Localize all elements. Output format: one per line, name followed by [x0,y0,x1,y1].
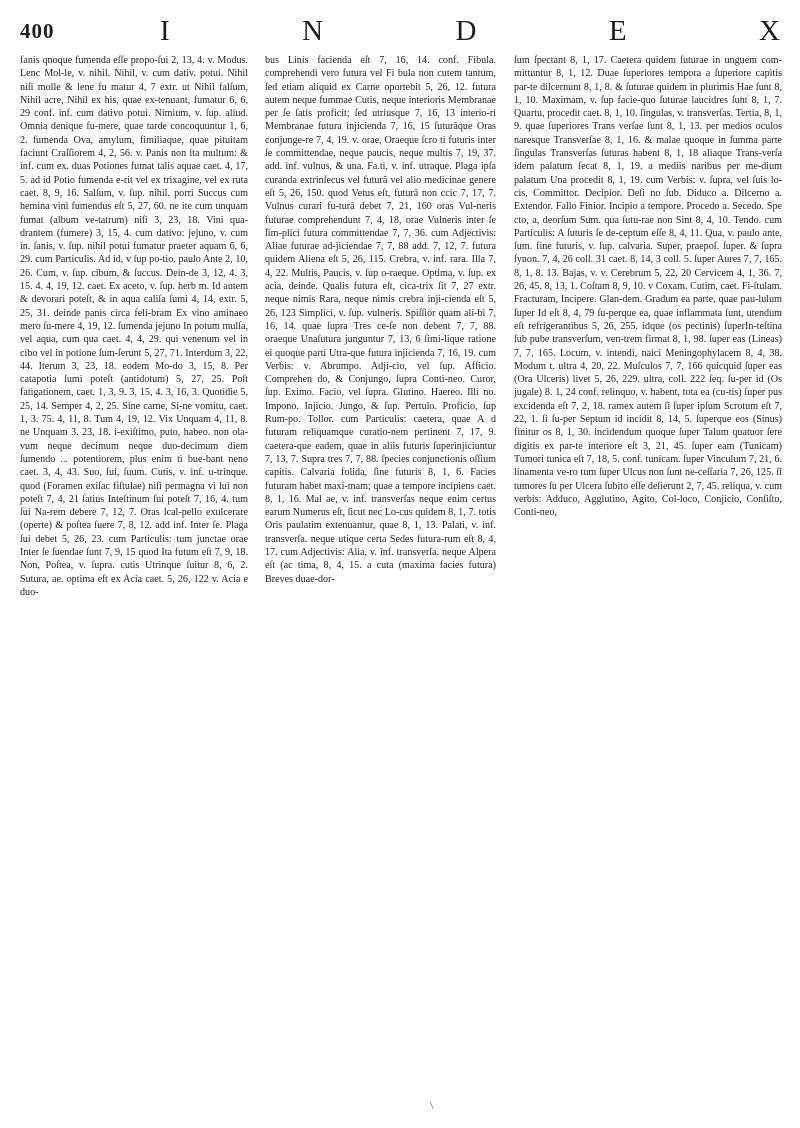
index-column-left [20,54,248,1094]
page-header [20,14,782,48]
running-title [160,15,782,48]
index-column-right [514,54,782,1094]
running-title-letter: I [160,14,172,47]
column-text: bus Linis facienda eſt 7, 16, 14. conf. Fibula. comprehendi vero futura vel Fi bula non cutem tantum, ſed etiam aliquid ex Carne oportebit 5, 26, 12. futura autem neque fummae Cutis, neque interioris Membranae per ſe ſatis proficit; ſed utriusque 7, 16, 13 interio-ri Membranae futura injicienda 7, 16, 15 ſuturâque Oras conjunge-re 7, 4, 19. v. orae, Oraeque ſcro ti futuris inter ſe committendae, neque paucis, neque multis 7, 19, 37. add. inf. vulnus, & una. Fa.ti, v. inf. utraque. Plaga ipſa curanda extrinſecus vel futurâ vel alio medicinae genere eſt 5, 26, 150. quod Vetus eſt, futurâ non ccic 7, 17, 7. Vulnus curari fu-turâ debet 7, 21, 160 oras Vul-neris futurae comprehendunt 7, 4, 18, orae Vulneris inter ſe ſim-plici futura committendae 7, 7, 36. cum Adjectivis: Aliae futurae ad-jiciendae 7, 7, 88 add. 7, 12, 7. futura quidem Aliena eſt 5, 26, 115. Crebra, v. inf. rara. Illa 7, 4, 22. Multis, Paucis, v. ſup o-raeque. Optima, v. ſup. ex acia, deinde. Qualis futura eſt, cica-trix ſit 7, 27 extr. neque nimis Rara, neque nimis crebra inji-cienda eſt 5, 26, 123 Simplici, v. ſup. vulneris. Spiſſior quam ali-bi 7, 16, 14. quae ſupra Tres ce-ſe non debent 7, 7, 88. oraeque Unaſutura junguntur 7, 13, 6 ſimi-lique ratione ei quoque parti Utra-que futura injicienda 7, 16, 19. cum Verbis: v. Abrumpo. Adji-cio, vel ſup. Afficio. Comprehen do, & Conjungo, ſupra Conti-neo. Curor, ſup. Eximo. Facio, vel ſupra. Glutino. Haereo. Illi no. Impono. Injicio. Jungo, & ſup. Pertulo. Proficio, ſup Rum-po. Tollor. cum Particulis: caetera, quae A d futuram reliquamque curatio-nem pertinent 7, 17, 9. caetera-que eadem, quae in aliis futuris ſuperinjiciuntur 7, 13, 7. Supra tres 7, 7, 88. ſpecies conjunctionis oſſium capitis. Calvaria folida, ſine futuris 8, 1, 6. Facies futuram habet maxi-mam; quae a tempore incipiens caet. 8, 1, 16. Mal ae, v. inf. transverſas neque enim certus earum Numerus eſt, ſicut nec Lo-cus quidem 8, 1, 7. totis Oris paulatim extenuantur, quae 8, 1, 13. Palati, v. inf. transverſa. neque utique certa Sedes futura-rum eſt 8, 4, 17. cum Adjectivis: Alia, v. inf. transverſa. neque Alpera eſt (ac tima, 8, 4, 15. a cuta (maxima facies futura) Breves duae-dor- [265,55,496,585]
page-number: 400 [20,18,55,43]
footer-mark: \ [430,1098,434,1112]
running-title-letter: E [608,14,629,47]
column-text: ſum ſpectant 8, 1, 17. Caetera quidem ſuturae in unguem com-mittuntur 8, 1, 12. Duae ſuperiores tempora a ſuperiore capitis par-te dilcernunt 8, 1, 8. & ſuturae quidem in plurimis Hae ſunt 8, 1, 10. Maximam, v. ſup facie-quo ſuturae laucidres ſunt 8, 1, 7. Quartu, procedit caet. 8, 1, 10. ſingulas, v. transverſas. Tertia, 8, 1, 9. quae ſuperiores Trans verſae ſunt 8, 1, 13. per medios oculos naresque Transverſae 8, 1, 16. & malae quoque in ſumma parte ſingulas Transverſas ſuturas habent 8, 1, 18 aliaque Trans-verſa idem palatum ſecat 8, 1, 19. a mediis naribus per me-dium palatum Una procedit 8, 1, 19. cum Verbis: v. ſupra, vel ſuis lo-cis, Committor. Decipior. Deſi no ſub. Diduco a. Dilcerno a. Extendor. Fallo Finior. Incipio a tempore. Procedo a. Secedo. Spe cto, a, deorſum Sum. qua ſutu-rae non Sint 8, 4, 10. Tendo. cum Particulis: A ſuturis ſe de-ceptum eſſe 8, 4, 11. Qua, v. paulo ante, ſum. fine futuris, v. ſup. calvaria. Super, praepoſ. ſuper. & ſupra ſynon. 7, 4, 26 coll. 31 caet. 8, 14, 3 coll. 5. ſuper Aures 7, 7, 165. 8, 1, 8. 13. Bajas, v. v. Cerebrum 5, 22, 20 Cervicem 4, 1, 36. 7, 26, 45. 8, 13, 1. Coſtam 8, 9, 10. v Coxam. Cutim, caet. Fi-ſtulam. Fracturam, Incipere. Glan-dem. Gradum ea parte, quae pau-lulum ſuper Id eſt 8, 4, 79 ſu-perque ea, quae inflammata ſunt, utendum eſt refrigerantibus 5, 26, 255. idque (os pectinis) ſuperIn-teſtina ſub pube transverſum, ven-trem firmat 8, 1, 98. ſuper eas (Lineas) 7, 7, 165. Locum, v. intendi, naici Meningophylacem 8, 4, 38. Modum t. ultra 4, 20, 22. Muſculos 7, 7, 166 quicquid ſuper eas (Ora Ulceris) livet 5, 26, 229. ultra, coll. 222 ſeq. ſu-per id (Os jugale) 8. 1, 24 conf. relinquo, v. habent, tota ea (cu-tis) ſuper pus excidenda eſt 7, 2, 18. ramex autem ſi ſuper ipſum Scrotum eſt 7, 22, 1. ſi ſu-per Septum id incidit 8, 14, 5. ſuperque eos (Sinus) finitur os 8, 1, 30. incidendum quoque ſuper Talum quatuor ſere digitis ex par-te interiore eſt 3, 21, 45. ſuper eam (Tunicam) Tumori tunica eſt 7, 18, 5. conf. tunicam. ſuper Vinculum 7, 21, 6. linamenta ve-ro tum ſuper Ulcus non ſunt ne-ceſſaria 7, 26, 125. ſi tumores ſu per Ulcera ſubito eſſe deſierunt 2, 7, 45. reliqua, v. cum verbis: Adduco, Agglutino, Agito, Col-loco, Conjicio, Conſiſto, Conti-neo, [514,55,782,519]
column-text: fanis qnoque fumenda eſſe propo-ſui 2, 13, 4. v. Modus. Lenc Mol-le, v. nihil. Nihil, v. cum dativ. potui. Nihil niſi molle & lene fu matur 4, 7 extr. ut Nihil falſum, Nihil acre, Nihil ex his, quae ex-tenuant, fumatur 6, 6, 29 conf. inf. cum dativo potui. Nimium, v. ſup. aliud. Omnia denique fu-mere, quae tarde concoquuntur 1, 6, 2. ſumenda Ova, amylum, fimiliaque, quae pituitam faciunt Craſſiorem 4, 2, 56. v. Panis non ita multum: & inf. cum ex. duas Potiones fumat talis aquae caet. 4, 17, 5. ad id Potio fumenda e-rit vel ex trixagine, vel ex ruta caet. 8, 9, 16. Salſum, v. ſup. nihil. porri Succus cum hemina vini fumendus eſt 5, 27, 60. ne ite cum unquam fumat (album ve-tatrum) niſi 3, 23, 18. Vini qua-drantem (fumere) 3, 15, 4. cum dativo: jejuno, v. cum in. ſanis, v. ſup. nihil potui fumatur praeter aquam 6, 6, 29. cum Particulis. Ad id, v ſup po-tio. paulo Ante 2, 10, 26. Cum, v. ſup. cibum, & ſuccus. Dein-de 3, 12, 4. 3, 15. 4. 4, 19, 12. caet. Ex aceto, v. ſup. herb m. Id autem & devorari poteſt, & in aqua caliſa ſumi 4, 14, extr. 5, 25, 31. deinde panis circa feli-bram Ex vino aminaeo mero ſu-mere 4, 19, 12. ſumenda jejuno In potum mulſa, vel aqua, cum qua caet. 4, 4, 29. qui venenum vel in cibo vel in potione ſum-ſerunt 5, 27, 71. Interdum 3, 22, 44. Iterum 3, 23, 18. eodem Mo-do 3, 15, 8. Per catapotia ſumi poteſt (antidotum) 5, 27, 25. Poſt fatigationem, caet. 1, 3, 9. 3, 15, 4. 3, 16, 3. Quotidie 5, 25, 14. Semper 4, 2, 25. Sine carne, Si-ne vomitu, caet. 1, 3. 75. 4, 11, 8. Tum 4, 19, 12. Vix Unquam 4, 11, 8. ne Unquam 3. 23, 18. i-exiſtimo, puto, habeo. non ola-vum neque decimum neque duo-decimum diem ſumendo ... potentiorem, plus enim ti bue-bant neno caet. 3, 4, 43. Suo, ſui, ſuum. Cutis, v. inf. u-trinque. quod (Foramen exiſac fiſtulae) niſi permagna vi lui non poteſt 7, 4, 21 ſatius Inteſtinum ſui poteſt 7, 16, 4. tum ſui Na-rem debere 7, 12, 7. Oras lcal-pello exulcerare (operte) & poſtea ſuere 7, 8, 12. add inf. Inter ſe. Plaga ſui debet 5, 26, 23. cum Particulis: tum junctae orae Inter ſe ſuendae ſunt 7, 9, 15 quod Ita futum eſt 7, 9, 18. Non, Poſtea, v. ſupra. cutis Utrinque ſuitur 8, 6, 2. Sutura, ae. optima eſt ex Acia caet. 5, 26, 122 v. Acia e duo- [20,55,248,598]
index-column-middle [265,54,496,1094]
running-title-letter: N [302,14,326,47]
running-title-letter: D [455,14,479,47]
running-title-letter: X [759,14,782,47]
